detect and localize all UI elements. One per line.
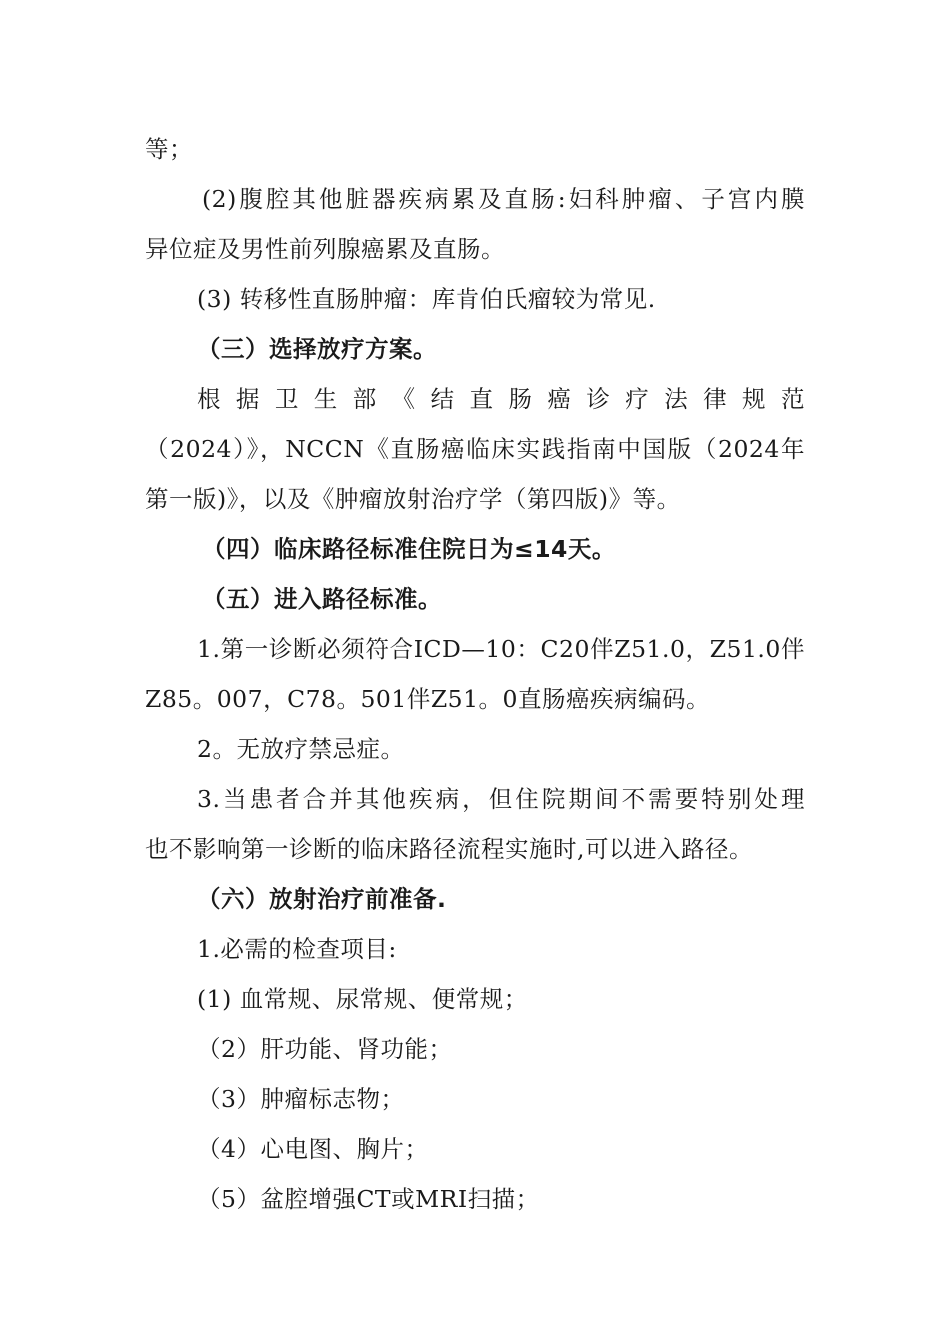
section-heading: （五）进入路径标准。 <box>202 585 442 613</box>
section-heading: （六）放射治疗前准备. <box>197 885 447 913</box>
list-item: （5）盆腔增强CT或MRI扫描； <box>197 1185 540 1213</box>
text-line: (3) 转移性直肠肿瘤：库肯伯氏瘤较为常见. <box>197 285 656 313</box>
section-heading: （三）选择放疗方案。 <box>197 335 437 363</box>
list-item: (1) 血常规、尿常规、便常规； <box>197 985 528 1013</box>
text-line: Z85。007，C78。501伴Z51。0直肠癌疾病编码。 <box>145 685 711 713</box>
text-line: 异位症及男性前列腺癌累及直肠。 <box>145 235 505 263</box>
text-line: 根 据 卫 生 部 《 结 直 肠 癌 诊 疗 法 律 规 范 <box>197 385 805 413</box>
text-line: 3.当患者合并其他疾病，但住院期间不需要特别处理 <box>197 785 805 813</box>
text-line: 等； <box>145 135 193 163</box>
text-line: （2024）》，NCCN《直肠癌临床实践指南中国版（2024年 <box>145 435 805 463</box>
text-line: 1.必需的检查项目: <box>197 935 397 963</box>
list-item: （4）心电图、胸片； <box>197 1135 429 1163</box>
list-item: （3）肿瘤标志物； <box>197 1085 405 1113</box>
text-line: 1.第一诊断必须符合ICD—10：C20伴Z51.0，Z51.0伴 <box>197 635 805 663</box>
text-line: 第一版)》，以及《肿瘤放射治疗学（第四版)》等。 <box>145 485 681 513</box>
section-heading: （四）临床路径标准住院日为≤14天。 <box>202 535 616 563</box>
text-line: 2。无放疗禁忌症。 <box>197 735 405 763</box>
list-item: （2）肝功能、肾功能； <box>197 1035 453 1063</box>
text-line: (2)腹腔其他脏器疾病累及直肠:妇科肿瘤、子宫内膜 <box>202 185 805 213</box>
text-line: 也不影响第一诊断的临床路径流程实施时,可以进入路径。 <box>145 835 753 863</box>
